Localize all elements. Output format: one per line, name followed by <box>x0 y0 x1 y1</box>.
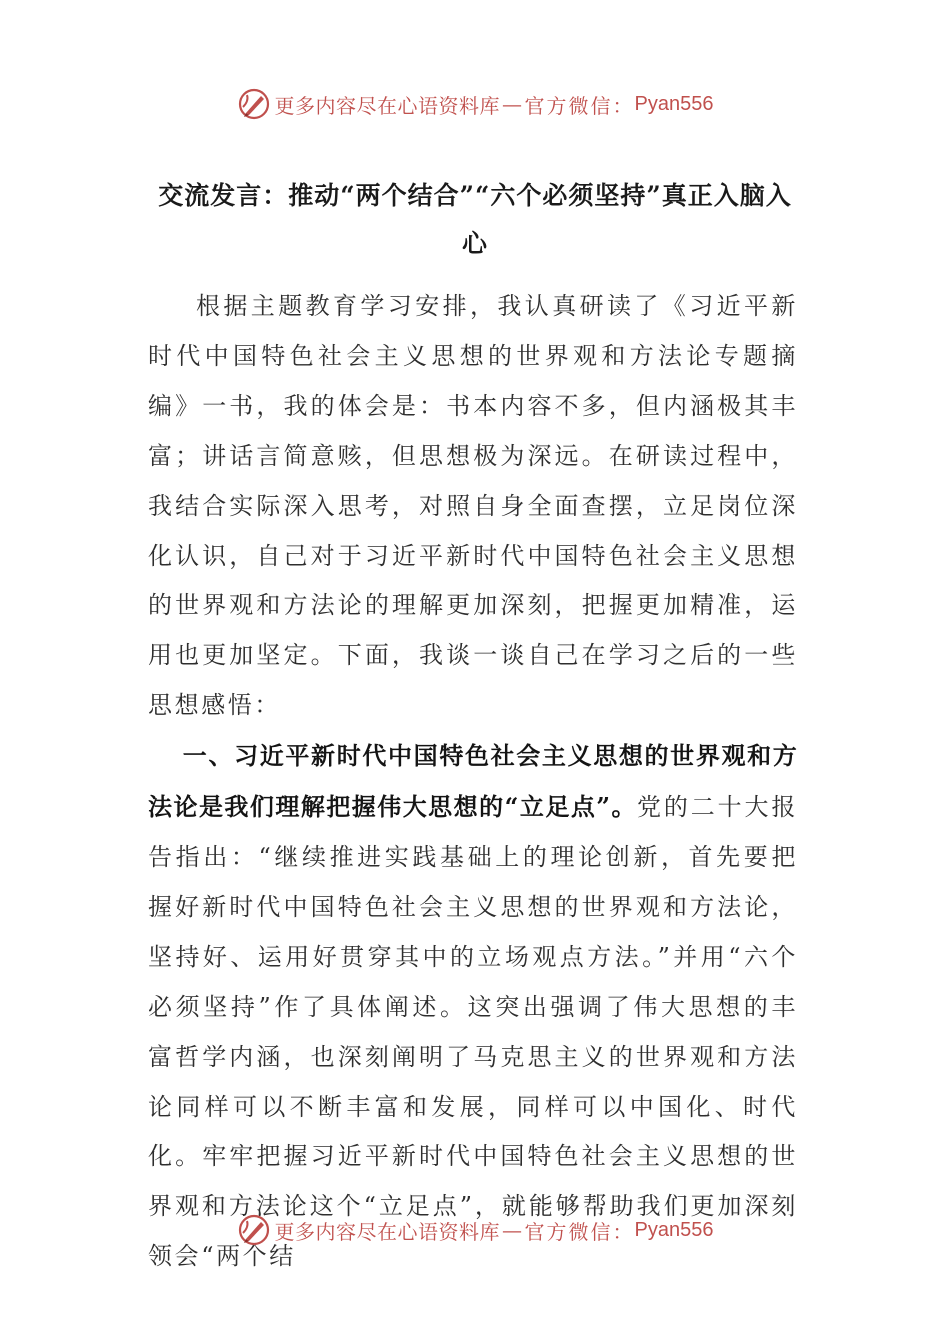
watermark-wechat-id: Pyan556 <box>634 1218 714 1241</box>
watermark-wechat-id: Pyan556 <box>634 92 714 115</box>
watermark-label: 官方微信： <box>524 93 635 118</box>
intro-paragraph: 根据主题教育学习安排，我认真研读了《习近平新时代中国特色社会主义思想的世界观和方法论专题摘编》一书，我的体会是：书本内容不多，但内涵极其丰富；讲话言简意赅，但思想极为深远。在研读过程中，我结合实际深入思考，对照自身全面查摆，立足岗位深化认识，自己对于习近平新时代中国特色社会主义思想的世界观和方法论的理解更加深刻，把握更加精准，运用也更加坚定。下面，我谈一谈自己在学习之后的一些思想感悟： <box>148 292 798 720</box>
watermark-dash: — <box>502 1218 523 1242</box>
watermark-brand: 更多内容尽在心语资料库 <box>274 1219 501 1244</box>
pen-logo-icon <box>237 87 271 121</box>
watermark-dash: — <box>502 92 523 116</box>
watermark-label: 官方微信： <box>524 1219 635 1244</box>
pen-logo-icon <box>237 1213 271 1247</box>
section-1-body: 党的二十大报告指出：“继续推进实践基础上的理论创新，首先要把握好新时代中国特色社会主义思想的世界观和方法论，坚持好、运用好贯穿其中的立场观点方法。”并用“六个必须坚持”作了具体阐述。这突出强调了伟大思想的丰富哲学内涵，也深刻阐明了马克思主义的世界观和方法论同样可以不断丰富和发展，同样可以中国化、时代化。牢牢把握习近平新时代中国特色社会主义思想的世界观和方法论这个“立足点”，就能够帮助我们更加深刻领会“两个结 <box>148 793 799 1271</box>
section-1-paragraph <box>148 731 798 1282</box>
watermark-brand: 更多内容尽在心语资料库 <box>274 93 501 118</box>
footer-watermark <box>0 1208 950 1252</box>
header-watermark <box>0 82 950 126</box>
document-title: 交流发言：推动“两个结合”“六个必须坚持”真正入脑入心 <box>158 181 792 258</box>
document-body <box>148 282 798 1282</box>
section-1-heading: 一、习近平新时代中国特色社会主义思想的世界观和方法论是我们理解把握伟大思想的“立足点”。 <box>148 741 798 822</box>
